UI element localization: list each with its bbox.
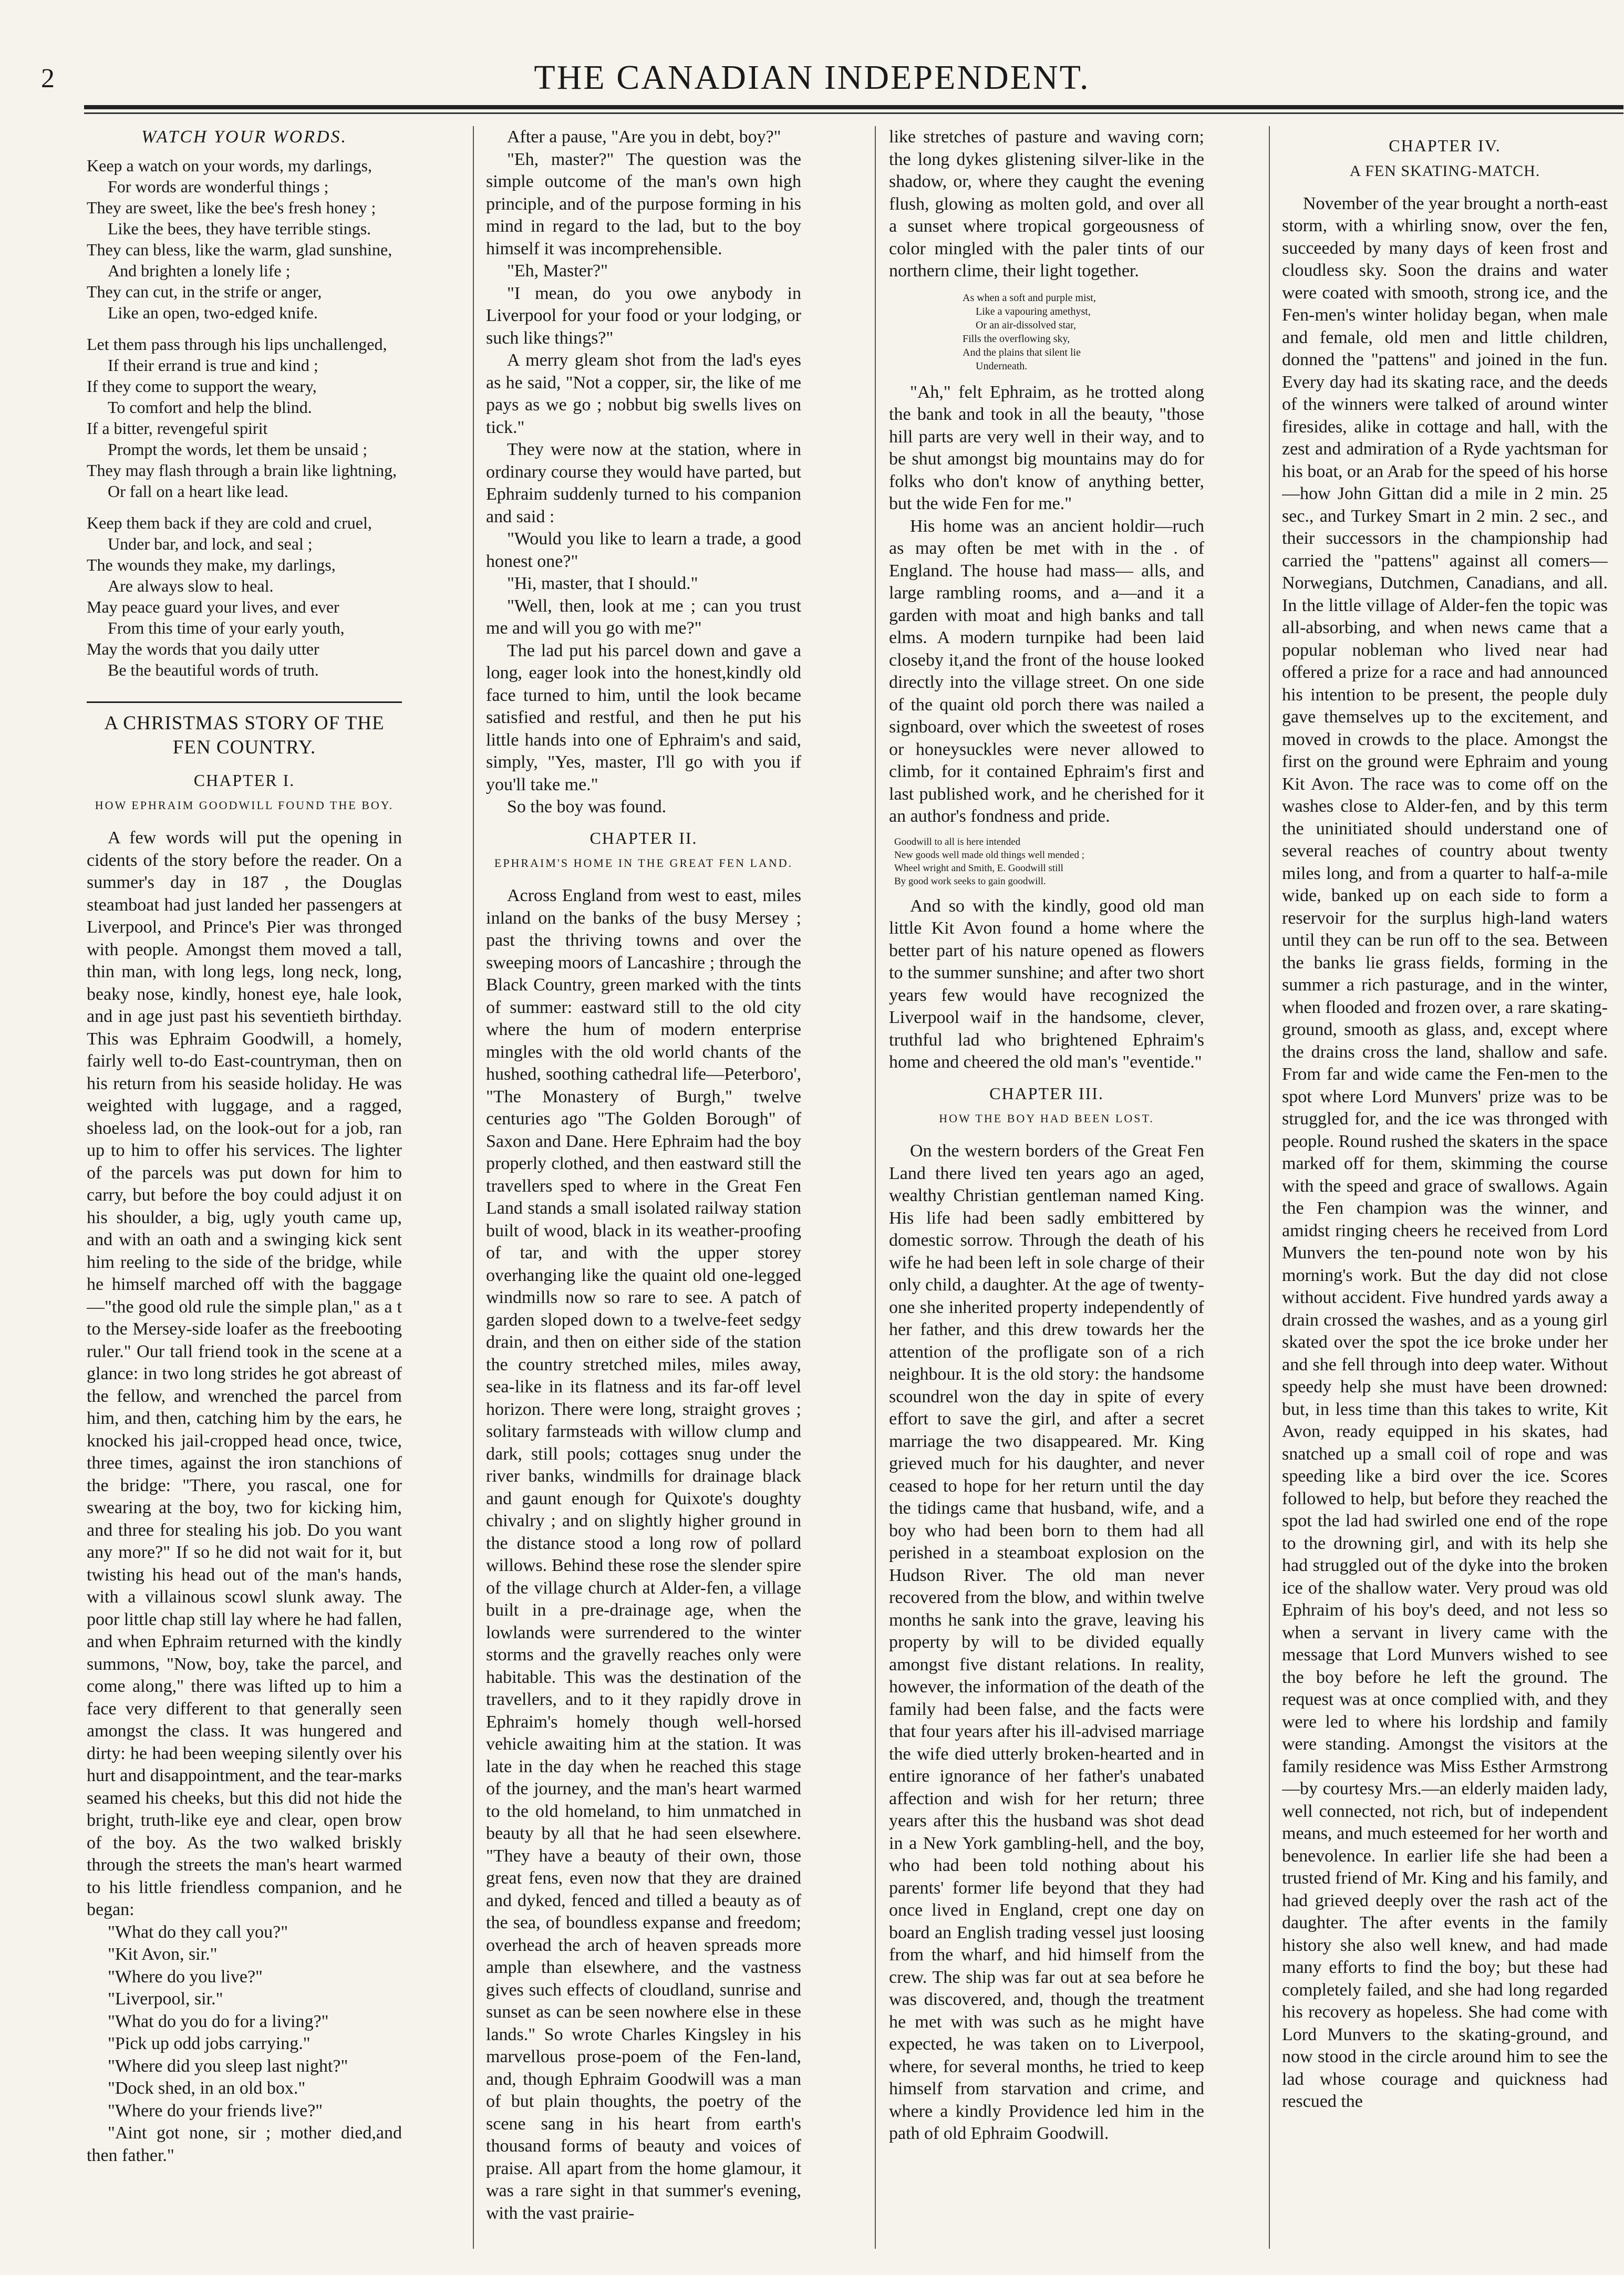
poem-line: Or fall on a heart like lead. [108,481,288,501]
signboard-line: New goods well made old things well mended ; [894,849,1084,861]
poem-body [87,155,402,680]
poem-line: The wounds they make, my darlings, [87,555,336,574]
verse-line: Underneath. [976,360,1028,372]
paragraph: A few words will put the opening in cidents of the story before the reader. On a summer's day in 187 , the Douglas steamboat had just landed her passengers at Liverpool, and Prince's Pier was thronged with people. Amongst them moved a tall, thin man, with long legs, long neck, long, beaky nose, kindly, honest eye, hale look, and in age just past his seventieth birthday. This was Ephraim Goodwill, a homely, fairly well to-do East-countryman, then on his return from his seaside holiday. He was weighted with luggage, and a ragged, shoeless lad, on the look-out for a job, ran up to him to offer his services. The lighter of the parcels was put down for him to carry, but before the boy could adjust it on his shoulder, a big, ugly youth came up, and with an oath and a swinging kick sent him reeling to the side of the bridge, while he himself marched off with the baggage—"the good old rule the simple plan," as a t to the Mersey-side loafer as the freebooting ruler." Our tall friend took in the scene at a glance: in two long strides he got abreast of the fellow, and wrenched the parcel from him, and then, catching him by the ears, he knocked his jail-cropped head once, twice, three times, against the iron stanchions of the bridge: "There, you rascal, one for swearing at the boy, two for kicking him, and three for stealing his job. Do you want any more?" If so he did not wait for it, but twisting his head out of the man's hands, with a villainous scowl slunk away. The poor little chap still lay where he had fallen, and when Ephraim returned with the kindly summons, "Now, boy, take the parcel, and come along," there was lifted up to him a face very different to that generally seen amongst the class. It was hungered and dirty: he had been weeping silently over his hurt and disappointment, and the tear-marks seamed his cheeks, but this did not hide the bright, truth-like eye and clear, open brow of the boy. As the two walked briskly through the streets the man's heart warmed to his little friendless companion, and he began: [87,828,402,1919]
column-3 [889,126,1204,2249]
poem-line: They can bless, like the warm, glad sunshine, [87,240,392,259]
dialogue-line: "What do they call you?" [108,1922,288,1942]
poem-line: Are always slow to heal. [108,576,274,595]
quoted-verse [963,291,1204,373]
header-rule-thin [84,112,1623,114]
poem-line: May the words that you daily utter [87,639,319,658]
poem-line: Be the beautiful words of truth. [108,660,319,679]
paragraph: On the western borders of the Great Fen Land there lived ten years ago an aged, wealthy Christian gentleman named King. His life had been sadly embittered by domestic sorrow. Through the death of his wife he had been left in sole charge of their only child, a daughter. At the age of twenty-one she inherited property independently of her father, and this drew towards her the attention of the profligate son of a rich neighbour. It is the old story: the handsome scoundrel won the day in spite of every effort to save the girl, and after a secret marriage the two disappeared. Mr. King grieved much for his daughter, and never ceased to hope for her return until the day the tidings came that husband, wife, and a boy who had been born to them had all perished in a steamboat explosion on the Hudson River. The old man never recovered from the blow, and within twelve months he sank into the grave, leaving his property by will to be divided equally amongst five distant relations. In reality, however, the information of the death of the family had been false, and the facts were that four years after his ill-advised marriage the wife died utterly broken-hearted and in entire ignorance of her father's unabated affection and wish for her return; three years after this the husband was shot dead in a New York gambling-hell, and the boy, who had been told nothing about his parents' former life beyond that they had once lived in England, crept one day on board an English trading vessel just loosing from the wharf, and hid himself from the crew. The ship was far out at sea before he was discovered, and, though the treatment he met with was such as he might have expected, he was taken on to Liverpool, where, for several months, he tried to keep himself from starvation and crime, and where a kindly Providence led him in the path of old Ephraim Goodwill. [889,1141,1204,2143]
poem-line: Keep them back if they are cold and cruel, [87,513,372,532]
chapter-subtitle: HOW EPHRAIM GOODWILL FOUND THE BOY. [95,799,394,812]
poem-line: From this time of your early youth, [108,618,345,637]
poem-line: They can cut, in the strife or anger, [87,282,322,301]
column-4 [1282,126,1608,2249]
page-number: 2 [41,64,55,94]
column-divider [473,126,474,2249]
story-title: A CHRISTMAS STORY OF THE FEN COUNTRY. [104,712,385,758]
poem-line: If their errand is true and kind ; [108,355,318,375]
section-rule [87,701,402,703]
dialogue-line: "Where did you sleep last night?" [108,2056,348,2076]
paragraph: After a pause, "Are you in debt, boy?" [507,127,781,147]
chapter-heading: CHAPTER IV. [1389,136,1501,155]
paragraph: November of the year brought a north-east storm, with a whirling snow, over the fen, succeeded by many days of keen frost and cloudless sky. Soon the drains and water were coated with smooth, strong ice, and the Fen-men's winter holiday began, when male and female, old men and little children, donned the "pattens" and joined in the fun. Every day had its skating race, and the deeds of the winners were talked of around winter firesides, alike in cottage and hall, with the zest and admiration of a Ryde yachtsman for his boat, or an Arab for the speed of his horse—how John Gittan did a mile in 2 min. 25 sec., and Turkey Smart in 2 min. 2 sec., and their successors in the championship had carried the "pattens" against all comers—Norwegians, Dutchmen, Canadians, and all. In the little village of Alder-fen the topic was all-absorbing, and when news came that a popular nobleman who lived near had offered a prize for a race and had announced his intention to be present, the people duly gave themselves up to the excitement, and moved in crowds to the place. Amongst the first on the ground were Ephraim and young Kit Avon. The race was to come off on the washes close to Alder-fen, and by this term the uninitiated should understand one of several reaches of country about twenty miles long, and from a quarter to half-a-mile wide, banked up on each side to form a reservoir for the surplus high-land waters until they can be run off to the sea. Between the banks lie grass fields, forming in the summer a rich pasturage, and in the winter, when flooded and frozen over, a rare skating-ground, smooth as glass, and, except where the drains cross the land, shallow and safe. From far and wide came the Fen-men to the spot where Lord Munvers' prize was to be struggled for, and the ice was thronged with people. Round rushed the skaters in the space marked off for them, skimming the course with the speed and grace of swallows. Again the Fen champion was the winner, and amidst ringing cheers he received from Lord Munvers the ten-pound note won by his morning's work. But the day did not close without accident. Five hundred yards away a drain crossed the washes, and as a young girl skated over the spot the ice broke under her and she fell through into deep water. Without speedy help she must have been drowned: but, in less time than this takes to write, Kit Avon, ready equipped in his skates, had snatched up a small coil of rope and was speeding like a bird over the ice. Scores followed to help, but before they reached the spot the lad had swirled one end of the rope to the drowning girl, and with its help she had struggled out of the dyke into the broken ice of the shallow water. Very proud was old Ephraim of his boy's deed, and not less so when a servant in livery came with the message that Lord Munvers wished to see the boy before he left the ground. The request was at once complied with, and they were led to where his lordship and family were standing. Amongst the visitors at the family residence was Miss Esther Armstrong—by courtesy Mrs.—an elderly maiden lady, well connected, not rich, but of independent means, and much esteemed for her worth and benevolence. In earlier life she had been a trusted friend of Mr. King and his family, and had grieved deeply over the rash act of the daughter. The after events in the family history she also well knew, and had made many efforts to find the boy; but these had completely failed, and she had long regarded his recovery as hopeless. She had come with Lord Munvers to the skating-ground, and now stood in the circle around him to see the lad whose courage and quickness had rescued the [1282,193,1608,2111]
paragraph: Across England from west to east, miles inland on the banks of the busy Mersey ; past the thriving towns and over the sweeping moors of Lancashire ; through the Black Country, green marked with the tints of summer: eastward still to the old city where the hum of modern enterprise mingles with the old world chants of the hushed, soothing cathedral life—Peterboro', "The Monastery of Burgh," twelve centuries ago "The Golden Borough" of Saxon and Dane. Here Ephraim had the boy properly clothed, and then eastward still the travellers sped to where in the Great Fen Land stands a small isolated railway station built of wood, black in its weather-proofing of tar, and with the upper storey overhanging like the quaint old one-legged windmills now so rare to see. A patch of garden sloped down to a twelve-feet sedgy drain, and then on either side of the station the country stretched miles, miles away, sea-like in its flatness and its far-off level horizon. There were long, straight groves ; solitary farmsteads with willow clump and dark, still pools; cottages snug under the river banks, windmills for drainage black and gaunt enough for Quixote's doughty chivalry ; and on slightly higher ground in the distance stood a long row of pollard willows. Behind these rose the slender spire of the village church at Alder-fen, a village built in a pre-drainage age, when the lowlands were surrendered to the winter storms and the gravelly reaches only were habitable. This was the destination of the travellers, and to it they rapidly drove in Ephraim's homely though well-horsed vehicle awaiting him at the station. It was late in the day when he reached this stage of the journey, and the man's heart warmed to the old homeland, to him unmatched in beauty by all that he had seen elsewhere. "They have a beauty of their own, those great fens, even now that they are drained and dyked, fenced and tilled a beauty as of the sea, of boundless expanse and freedom; overhead the arch of heaven spreads more ample than elsewhere, and the vastness gives such effects of cloudland, sunrise and sunset as can be seen nowhere else in these lands." So wrote Charles Kingsley in his marvellous prose-poem of the Fen-land, and, though Ephraim Goodwill was a man of but plain thoughts, the poetry of the scene sang in his heart from earth's thousand forms of beauty and voices of praise. All apart from the home glamour, it was a rare sight in that summer's evening, with the vast prairie- [486,886,801,2223]
paragraph: like stretches of pasture and waving corn; the long dykes glistening silver-like in the shadow, or, where they caught the evening flush, glowing as molten gold, and over all a sunset where tropical gorgeousness of color mingled with the paler tints of our northern clime, their light together. [889,127,1204,281]
paragraph: And so with the kindly, good old man little Kit Avon found a home where the better part of his nature opened as flowers to the summer sunshine; and after two short years few would have recognized the Liverpool waif in the handsome, clever, truthful lad who brightened Ephraim's home and cheered the old man's "eventide." [889,896,1204,1072]
paragraph: "I mean, do you owe anybody in Liverpool for your food or your lodging, or such like things?" [486,283,801,348]
poem-line: And brighten a lonely life ; [108,261,291,280]
paragraph: "Would you like to learn a trade, a good honest one?" [486,529,801,571]
poem-line: To comfort and help the blind. [108,397,312,417]
header-rule [84,105,1623,109]
dialogue-line: "Aint got none, sir ; mother died,and then father." [87,2123,402,2165]
verse-line: As when a soft and purple mist, [963,292,1096,304]
poem-line: Like the bees, they have terrible stings. [108,219,371,238]
chapter-heading: CHAPTER III. [989,1083,1104,1103]
verse-line: And the plains that silent lie [963,346,1081,358]
paragraph: "Well, then, look at me ; can you trust me and will you go with me?" [486,596,801,638]
paragraph: They were now at the station, where in ordinary course they would have parted, but Ephraim suddenly turned to his companion and said : [486,440,801,526]
column-divider [875,126,876,2249]
signboard-verse [894,835,1204,888]
poem-line: If a bitter, revengeful spirit [87,418,268,438]
verse-line: Or an air-dissolved star, [976,319,1076,331]
chapter-heading: CHAPTER II. [589,828,698,847]
poem-line: Prompt the words, let them be unsaid ; [108,439,368,459]
paragraph: "Eh, master?" The question was the simple outcome of the man's own high principle, and of the purpose forming in his mind in regard to the lad, but to the boy himself it was incomprehensible. [486,149,801,258]
poem-line: If they come to support the weary, [87,376,317,396]
paragraph: "Ah," felt Ephraim, as he trotted along the bank and took in all the beauty, "those hill parts are very well in their way, and to be shut amongst big mountains may do for folks who don't know of anything better, but the wide Fen for me." [889,382,1204,513]
paragraph: A merry gleam shot from the lad's eyes as he said, "Not a copper, sir, the like of me pays as we go ; nobbut big swells lives on tick." [486,350,801,437]
verse-line: Fills the overflowing sky, [963,333,1070,345]
dialogue-line: "Liverpool, sir." [108,1989,223,2009]
stanza-gap [87,502,402,512]
paragraph: So the boy was found. [507,797,667,816]
dialogue-line: "Kit Avon, sir." [108,1945,218,1964]
paragraph: The lad put his parcel down and gave a long, eager look into the honest,kindly old face turned to him, until the look became satisfied and restful, and then he put his little hands into one of Ephraim's and said, simply, "Yes, master, I'll go with you if you'll take me." [486,640,801,794]
column-1 [87,126,402,2249]
column-2 [486,126,801,2249]
chapter-subtitle: EPHRAIM'S HOME IN THE GREAT FEN LAND. [494,856,793,870]
dialogue-line: "Dock shed, in an old box." [108,2078,306,2098]
signboard-line: Goodwill to all is here intended [894,836,1021,847]
paragraph: "Eh, Master?" [507,261,608,281]
dialogue-line: "Pick up odd jobs carrying." [108,2034,311,2053]
poem-line: Under bar, and lock, and seal ; [108,534,313,553]
masthead: THE CANADIAN INDEPENDENT. [534,58,1090,97]
poem-title: WATCH YOUR WORDS. [141,127,348,147]
poem-line: They may flash through a brain like lightning, [87,460,397,480]
poem-line: They are sweet, like the bee's fresh honey ; [87,198,376,217]
chapter-subtitle: HOW THE BOY HAD BEEN LOST. [939,1112,1154,1125]
dialogue-line: "What do you do for a living?" [108,2011,329,2031]
signboard-line: By good work seeks to gain goodwill. [894,875,1046,887]
poem-line: Keep a watch on your words, my darlings, [87,156,372,175]
poem-line: May peace guard your lives, and ever [87,597,339,616]
chapter-subtitle: A FEN SKATING-MATCH. [1349,162,1540,180]
dialogue-block [87,1921,402,2167]
poem-line: Like an open, two-edged knife. [108,303,318,322]
verse-line: Like a vapouring amethyst, [976,305,1091,317]
paragraph: "Hi, master, that I should." [507,574,698,593]
dialogue-line: "Where do you live?" [108,1967,263,1987]
poem-line: Let them pass through his lips unchallenged, [87,334,387,354]
dialogue-line: "Where do your friends live?" [108,2101,323,2121]
signboard-line: Wheel wright and Smith, E. Goodwill still [894,862,1063,874]
poem-line: For words are wonderful things ; [108,177,329,196]
stanza-gap [87,323,402,334]
column-divider [1269,126,1270,2249]
paragraph: His home was an ancient holdir—ruch as may often be met with in the . of England. The house had mass— alls, and large rambling rooms, and a—and it a garden with moat and high banks and tall elms. A modern turnpike had been laid closeby it,and the front of the house looked directly into the village street. On one side of the quaint old porch there was nailed a signboard, over which the sweetest of roses or honeysuckles were never allowed to climb, for it contained Ephraim's first and last published work, and he cherished for it an author's fondness and pride. [889,516,1204,826]
chapter-heading: CHAPTER I. [193,770,295,790]
